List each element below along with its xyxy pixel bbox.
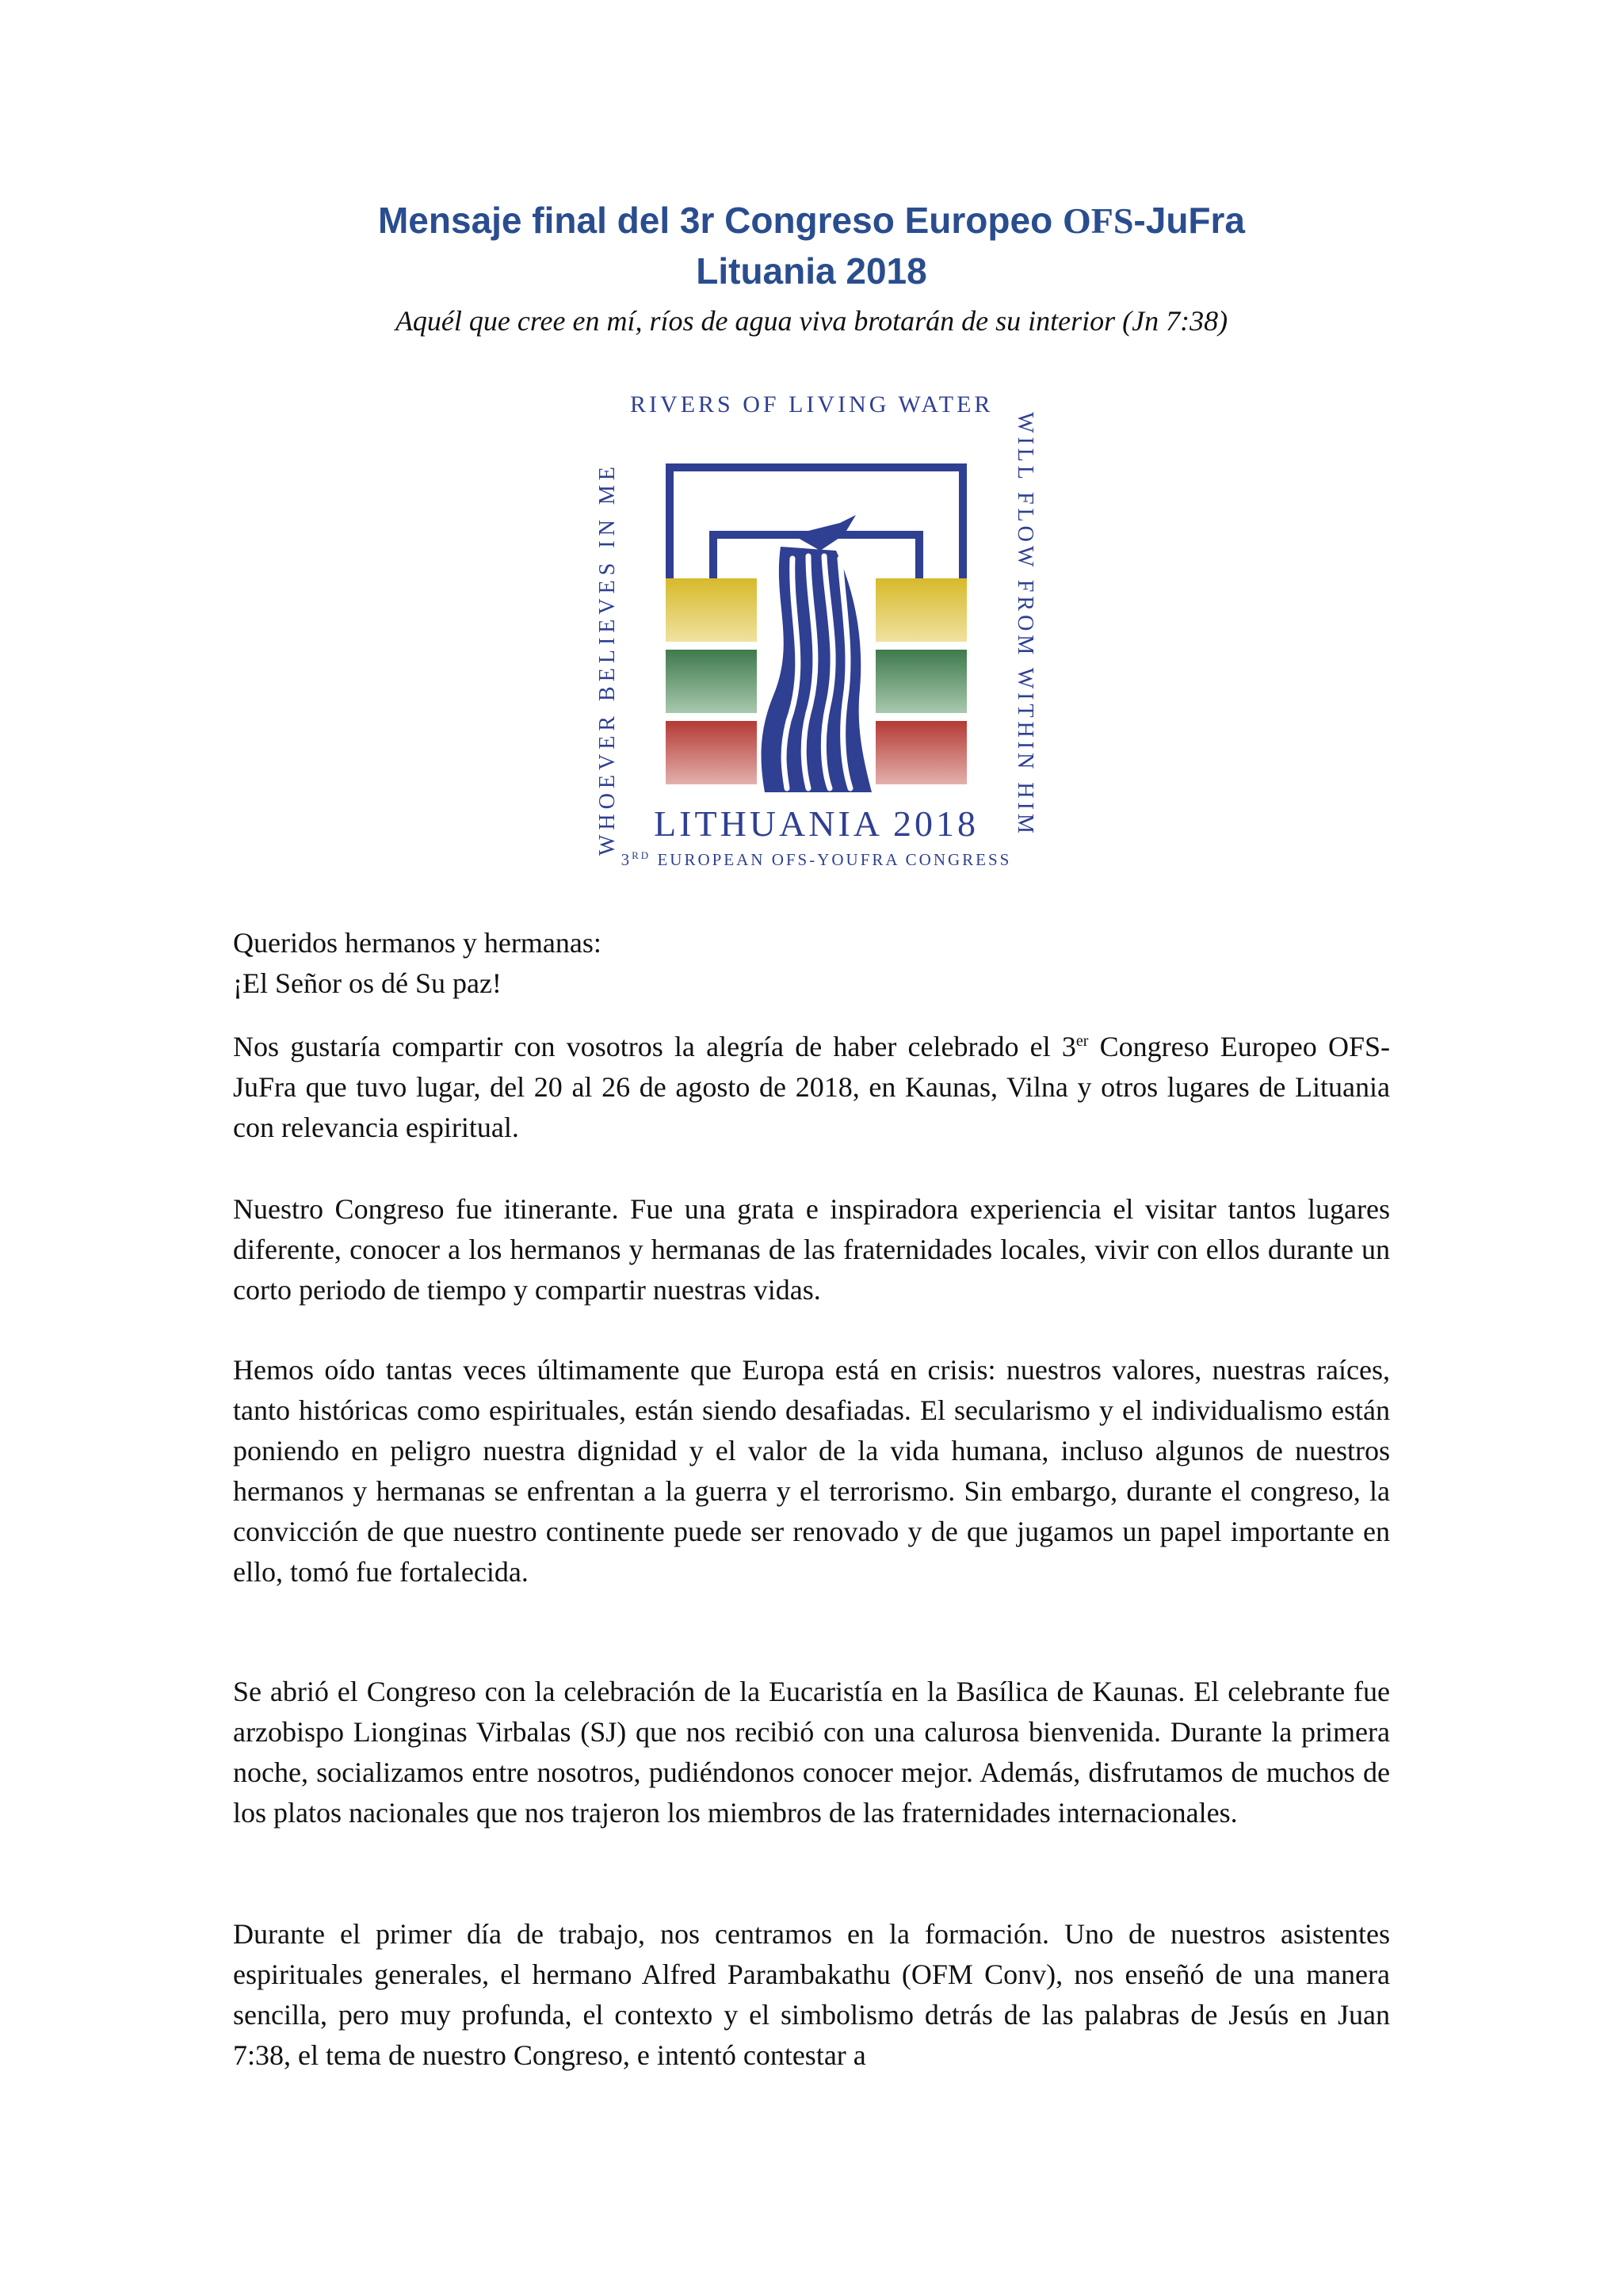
paragraph-1-text-a: Nos gustaría compartir con vosotros la alegría de haber celebrado el 3 bbox=[233, 1031, 1076, 1062]
flag-yellow-left bbox=[666, 578, 757, 642]
greeting-line1: Queridos hermanos y hermanas: bbox=[233, 927, 601, 959]
paragraph-1 bbox=[233, 1027, 1390, 1148]
document-title-line1 bbox=[0, 196, 1623, 245]
greeting-line2: ¡El Señor os dé Su paz! bbox=[233, 967, 502, 999]
logo-main-text: LITHUANIA 2018 bbox=[654, 803, 979, 844]
paragraph-4: Se abrió el Congreso con la celebración de la Eucaristía en la Basílica de Kaunas. El celebrante fue arzobispo Lionginas Virbalas (SJ) que nos recibió con una calurosa bienvenida. Durante la primera noche, socializamos entre nosotros, pudiéndonos conocer mejor. Además, disfrutamos de muchos de los platos nacionales que nos trajeron los miembros de las fraternidades internacionales. bbox=[233, 1676, 1390, 1829]
logo-right-text: WILL FLOW FROM WITHIN HIM bbox=[1013, 412, 1037, 837]
river-icon bbox=[762, 515, 872, 792]
document-title-line2: Lituania 2018 bbox=[696, 250, 927, 292]
flag-green-left bbox=[666, 650, 757, 713]
flag-green-right bbox=[876, 650, 967, 713]
paragraph-1-text-b: Congreso Europeo OFS-JuFra que tuvo lugar, del 20 al 26 de agosto de 2018, en Kaunas, Vilna y otros lugares de Lituania con relevancia espiritual. bbox=[233, 1031, 1390, 1143]
paragraph-5: Durante el primer día de trabajo, nos centramos en la formación. Uno de nuestros asistentes espirituales generales, el hermano Alfred Parambakathu (OFM Conv), nos enseñó de una manera sencilla, pero muy profunda, el contexto y el simbolismo detrás de las palabras de Jesús en Juan 7:38, el tema de nuestro Congreso, e intentó contestar a bbox=[233, 1918, 1390, 2071]
ordinal-superscript: er bbox=[1075, 1032, 1089, 1050]
logo-top-text: RIVERS OF LIVING WATER bbox=[630, 391, 994, 418]
flag-yellow-right bbox=[876, 578, 967, 642]
congress-logo bbox=[582, 380, 1042, 887]
document-subtitle: Aquél que cree en mí, ríos de agua viva brotarán de su interior (Jn 7:38) bbox=[395, 305, 1228, 337]
flag-red-right bbox=[876, 721, 967, 784]
logo-sub-text: 3RD EUROPEAN OFS-YOUFRA CONGRESS bbox=[621, 849, 1012, 869]
title-text-b: -JuFra bbox=[1133, 200, 1246, 241]
flag-red-left bbox=[666, 721, 757, 784]
title-text-a: Mensaje final del 3r Congreso Europeo bbox=[377, 200, 1063, 241]
greeting bbox=[233, 923, 1390, 1004]
title-text-ofs: OFS bbox=[1062, 200, 1134, 241]
paragraph-3: Hemos oído tantas veces últimamente que Europa está en crisis: nuestros valores, nuestras raíces, tanto históricas como espirituales, están siendo desafiadas. El secularismo y el individualismo están poniendo en peligro nuestra dignidad y el valor de la vida humana, incluso algunos de nuestros hermanos y hermanas se enfrentan a la guerra y el terrorismo. Sin embargo, durante el congreso, la convicción de que nuestro continente puede ser renovado y de que jugamos un papel importante en ello, tomó fue fortalecida. bbox=[233, 1354, 1390, 1588]
logo-left-text: WHOEVER BELIEVES IN ME bbox=[595, 462, 620, 856]
paragraph-2: Nuestro Congreso fue itinerante. Fue una grata e inspiradora experiencia el visitar tantos lugares diferente, conocer a los hermanos y hermanas de las fraternidades locales, vivir con ellos durante un corto periodo de tiempo y compartir nuestras vidas. bbox=[233, 1193, 1390, 1306]
